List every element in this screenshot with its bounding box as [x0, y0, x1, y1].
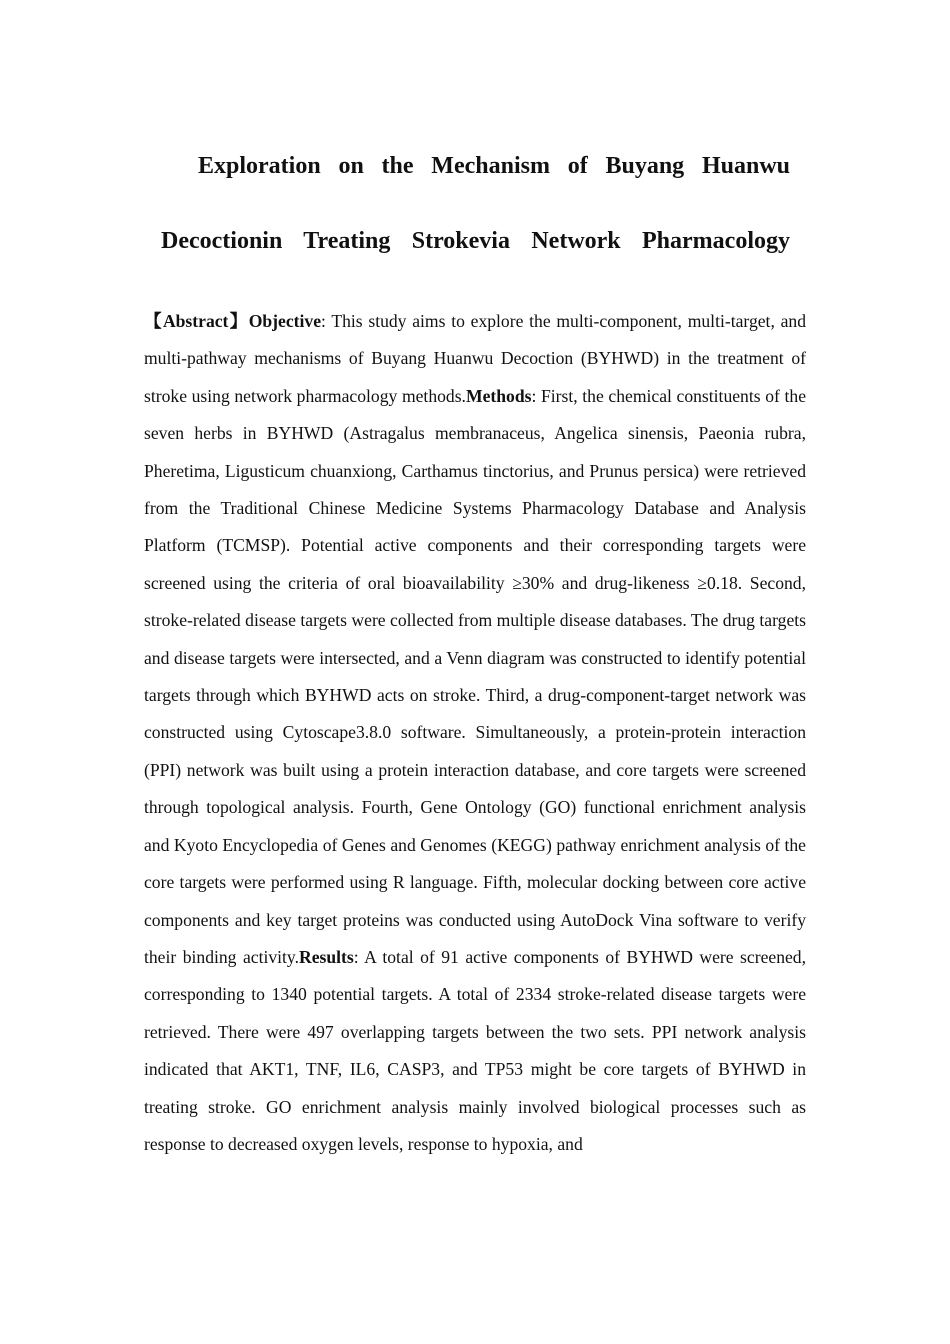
paper-title-line-1: Exploration on the Mechanism of Buyang Huanwu	[198, 153, 790, 179]
methods-label: Methods	[465, 385, 532, 406]
results-text: : A total of 91 active components of BYHWD were screened, corresponding to 1340 potential targets. A total of 2334 stroke-related disease targets were retrieved. There were 497 overlapping targets between the two sets. PPI network analysis indicated that AKT1, TNF, IL6, CASP3, and TP53 might be core targets of BYHWD in treating stroke. GO enrichment analysis mainly involved biological processes such as response to decreased oxygen levels, response to hypoxia, and	[144, 946, 806, 1154]
methods-text: : First, the chemical constituents of the seven herbs in BYHWD (Astragalus membranaceus, Angelica sinensis, Paeonia rubra, Pheretima, Ligusticum chuanxiong, Carthamus tinctorius, and Prunus persica) were retrieved from the Traditional Chinese Medicine Systems Pharmacology Database and Analysis Platform (TCMSP). Potential active components and their corresponding targets were screened using the criteria of oral bioavailability ≥30% and drug-likeness ≥0.18. Second, stroke-related disease targets were collected from multiple disease databases. The drug targets and disease targets were intersected, and a Venn diagram was constructed to identify potential targets through which BYHWD acts on stroke. Third, a drug-component-target network was constructed using Cytoscape3.8.0 software. Simultaneously, a protein-protein interaction (PPI) network was built using a protein interaction database, and core targets were screened through topological analysis. Fourth, Gene Ontology (GO) functional enrichment analysis and Kyoto Encyclopedia of Genes and Genomes (KEGG) pathway enrichment analysis of the core targets were performed using R language. Fifth, molecular docking between core active components and key target proteins was conducted using AutoDock Vina software to verify their binding activity.	[144, 385, 806, 967]
objective-text: : This study aims to explore the multi-component, multi-target, and multi-pathway mechanisms of Buyang Huanwu Decoction (BYHWD) in the treatment of stroke using network pharmacology methods.	[144, 311, 806, 406]
results-label: Results	[299, 946, 354, 967]
paper-title-line-2: Decoctionin Treating Strokevia Network Pharmacology	[161, 228, 790, 254]
abstract-paragraph	[144, 303, 806, 1163]
abstract-heading: 【Abstract】	[144, 311, 249, 331]
objective-label: Objective	[248, 311, 322, 331]
